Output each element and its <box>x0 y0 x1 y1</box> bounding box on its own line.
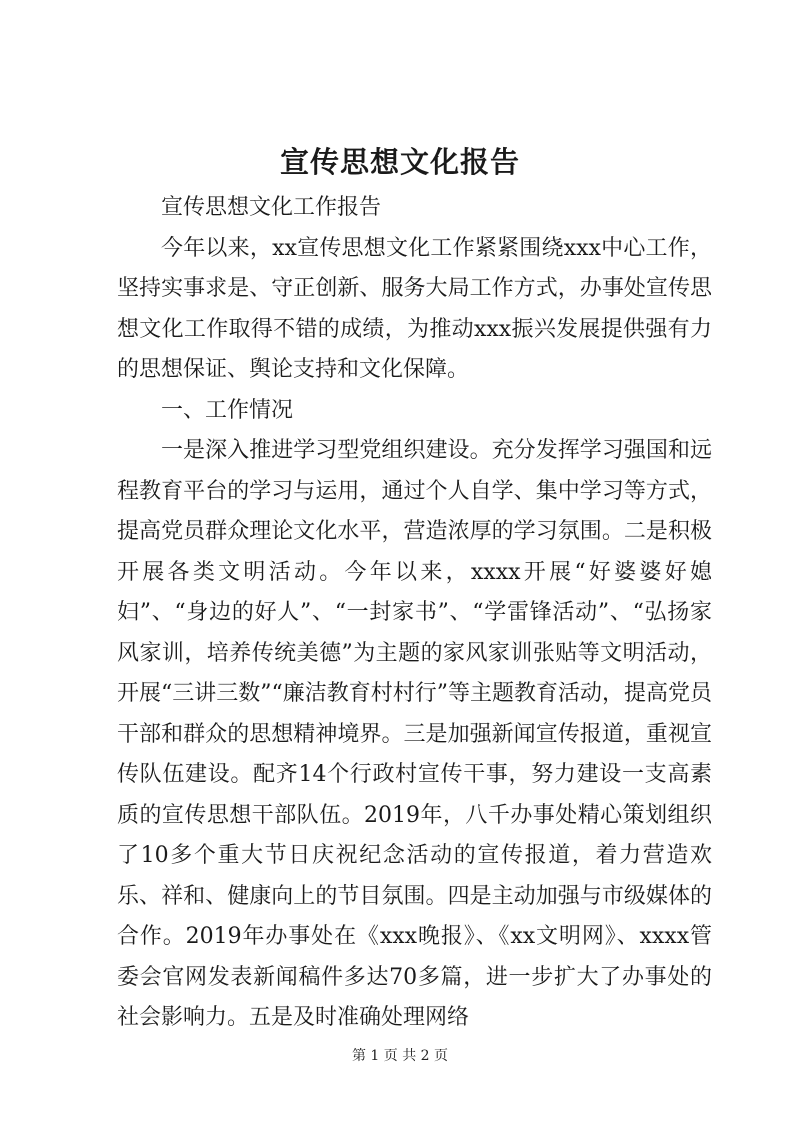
section-heading-work-status: 一、工作情况 <box>161 397 294 423</box>
document-body <box>117 188 712 1039</box>
page-footer: 第 1 页 共 2 页 <box>351 1048 449 1064</box>
paragraph-intro: 今年以来，xx宣传思想文化工作紧紧围绕xxx中心工作，坚持实事求是、守正创新、服务大局工作方式，办事处宣传思想文化工作取得不错的成绩，为推动xxx振兴发展提供强有力的思想保证、舆论支持和文化保障。 <box>117 235 712 382</box>
paragraph-work-details: 一是深入推进学习型党组织建设。充分发挥学习强国和远程教育平台的学习与运用，通过个人自学、集中学习等方式，提高党员群众理论文化水平，营造浓厚的学习氛围。二是积极开展各类文明活动。今年以来，xxxx开展“好婆婆好媳妇”、“身边的好人”、“一封家书”、“学雷锋活动”、“弘扬家风家训，培养传统美德”为主题的家风家训张贴等文明活动，开展“三讲三数”“廉洁教育村村行”等主题教育活动，提高党员干部和群众的思想精神境界。三是加强新闻宣传报道，重视宣传队伍建设。配齐14个行政村宣传干事，努力建设一支高素质的宣传思想干部队伍。2019年，八千办事处精心策划组织了10多个重大节日庆祝纪念活动的宣传报道，着力营造欢乐、祥和、健康向上的节目氛围。四是主动加强与市级媒体的合作。2019年办事处在《xxx晚报》、《xx文明网》、xxxx管委会官网发表新闻稿件多达70多篇，进一步扩大了办事处的社会影响力。五是及时准确处理网络 <box>117 438 712 1030</box>
paragraph-subtitle: 宣传思想文化工作报告 <box>161 195 382 220</box>
page-title: 宣传思想文化报告 <box>279 145 520 179</box>
